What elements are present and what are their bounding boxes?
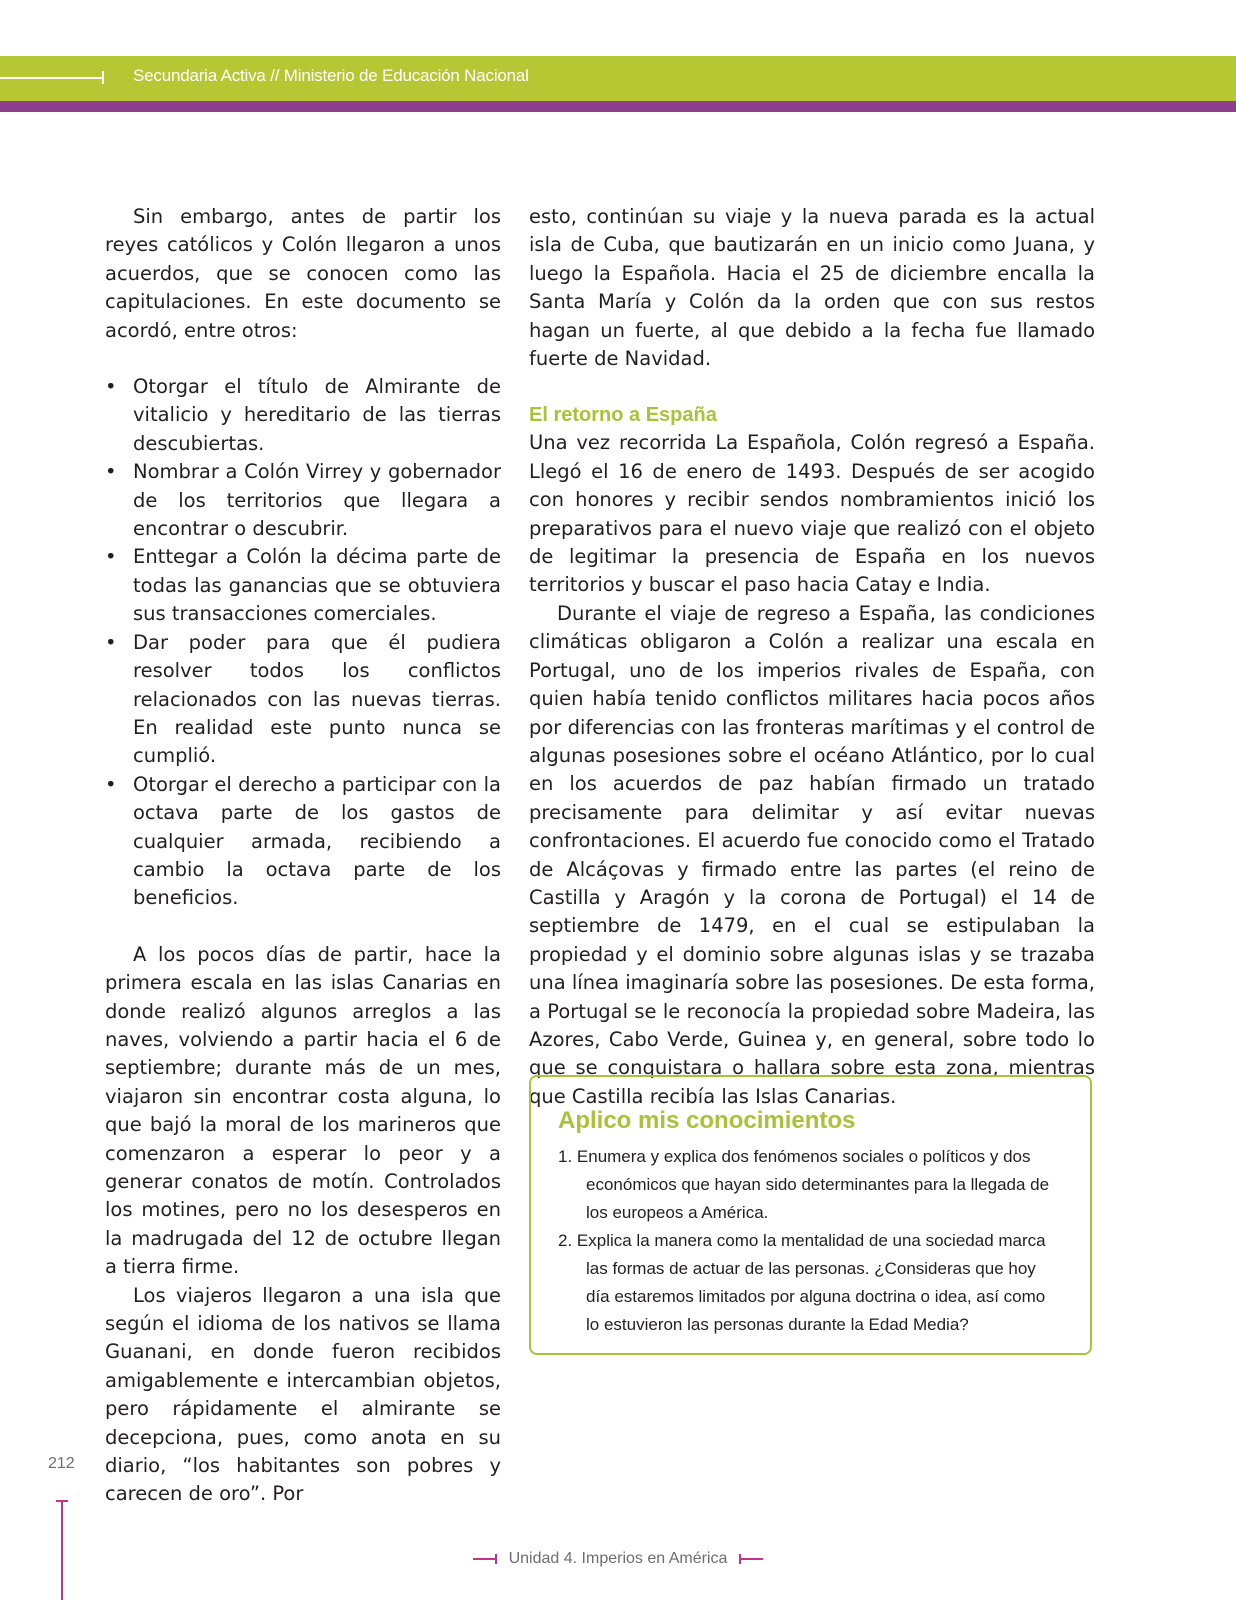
- footer-decoration-right: [739, 1558, 763, 1560]
- intro-paragraph: Sin embargo, antes de partir los reyes católicos y Colón llegaron a unos acuerdos, que se conocen como las capitulaciones. En este documento se acordó, entre otros:: [105, 205, 501, 342]
- body-paragraph: Una vez recorrida La Española, Colón regresó a España. Llegó el 16 de enero de 1493. Después de ser acogido con honores y recibir sendos nombramientos inició los preparativos para el nuevo viaje que realizó con el objeto de legitimar la presencia de España en los nuevos territorios y buscar el paso hacia Catay e India.: [529, 431, 1095, 597]
- body-paragraph: Los viajeros llegaron a una isla que según el idioma de los nativos se llama Guanani, en donde fueron recibidos amigablemente e intercambian objetos, pero rápidamente el almirante se decepciona, pues, como anota en su diario, “los habitantes son pobres y carecen de oro”. Por: [105, 1283, 501, 1506]
- bullet-icon: •: [105, 460, 117, 484]
- margin-rule-tick: [56, 1500, 68, 1502]
- header-rule-tick: [102, 71, 104, 84]
- capitulaciones-list: [105, 373, 501, 913]
- activity-box-title: Aplico mis conocimientos: [558, 1107, 856, 1134]
- body-paragraph: Durante el viaje de regreso a España, las condiciones climáticas obligaron a Colón a realizar una escala en Portugal, uno de los imperios rivales de España, con quien había tenido conflictos militares hacia pocos años por diferencias con las fronteras marítimas y el control de algunas posesiones sobre el océano Atlántico, por lo cual en los acuerdos de paz habían firmado un tratado precisamente para delimitar y así evitar nuevas confrontaciones. El acuerdo fue conocido como el Tratado de Alcáçovas y firmado entre las partes (el reino de Castilla y Aragón y la corona de Portugal) el 14 de septiembre de 1479, en el cual se estipulaban la propiedad y el dominio sobre algunas islas y se trazaba una línea imaginaría sobre las posesiones. De esta forma, a Portugal se le reconocía la propiedad sobre Madeira, las Azores, Cabo Verde, Guinea y, en general, sobre todo lo que se conquistara o hallara sobre esta zona, mientras que Castilla recibía las Islas Canarias.: [529, 601, 1095, 1108]
- bullet-icon: •: [105, 630, 117, 654]
- running-header-title: Secundaria Activa // Ministerio de Educación Nacional: [133, 66, 529, 85]
- section-heading: El retorno a España: [529, 404, 717, 427]
- activity-questions: [558, 1143, 1058, 1339]
- bullet-icon: •: [105, 545, 117, 569]
- list-item: • Otorgar el título de Almirante de vitalicio y hereditario de las tierras descubiertas.: [105, 375, 501, 455]
- header-rule: [0, 77, 104, 79]
- bullet-icon: •: [105, 375, 117, 399]
- activity-box: [529, 1075, 1092, 1355]
- bullet-icon: •: [105, 772, 117, 796]
- header-stripe: [0, 101, 1236, 112]
- footer-unit-title: Imperios en América: [581, 1550, 728, 1567]
- body-paragraph: A los pocos días de partir, hace la primera escala en las islas Canarias en donde realizó algunos arreglos a las naves, volviendo a partir hacia el 6 de septiembre; durante más de un mes, viajaron sin encontrar costa alguna, lo que bajó la moral de los marineros que comenzaron a esperar lo peor y a generar conatos de motín. Controlados los motines, pero no los desesperos en la madrugada del 12 de octubre llegan a tierra firme.: [105, 942, 501, 1279]
- question-item: 1. Enumera y explica dos fenómenos sociales o políticos y dos económicos que hayan sido determinantes para la llegada de los europeos a América.: [558, 1147, 1050, 1222]
- left-column: [105, 203, 501, 1509]
- list-item: • Otorgar el derecho a participar con la octava parte de los gastos de cualquier armada, recibiendo a cambio la octava parte de los beneficios.: [105, 772, 501, 910]
- footer-decoration-left: [473, 1558, 497, 1560]
- page-number: 212: [48, 1455, 75, 1472]
- footer-unit-label: Unidad 4.: [508, 1550, 578, 1567]
- list-item: • Nombrar a Colón Virrey y gobernador de los territorios que llegara a encontrar o descubrir.: [105, 460, 501, 541]
- right-column: [529, 203, 1095, 1111]
- question-item: 2. Explica la manera como la mentalidad de una sociedad marca las formas de actuar de las personas. ¿Consideras que hoy día estaremos limitados por alguna doctrina o idea, así como lo estuvieron las personas durante la Edad Media?: [558, 1231, 1046, 1334]
- list-item: • Enttegar a Colón la décima parte de todas las ganancias que se obtuviera sus transacciones comerciales.: [105, 545, 501, 626]
- list-item: • Dar poder para que él pudiera resolver todos los conflictos relacionados con las nuevas tierras. En realidad este punto nunca se cumplió.: [105, 630, 501, 768]
- body-paragraph: esto, continúan su viaje y la nueva parada es la actual isla de Cuba, que bautizarán en un inicio como Juana, y luego la Española. Hacia el 25 de diciembre encalla la Santa María y Colón da la orden que con sus restos hagan un fuerte, al que debido a la fecha fue llamado fuerte de Navidad.: [529, 205, 1095, 371]
- footer: [0, 1550, 1236, 1568]
